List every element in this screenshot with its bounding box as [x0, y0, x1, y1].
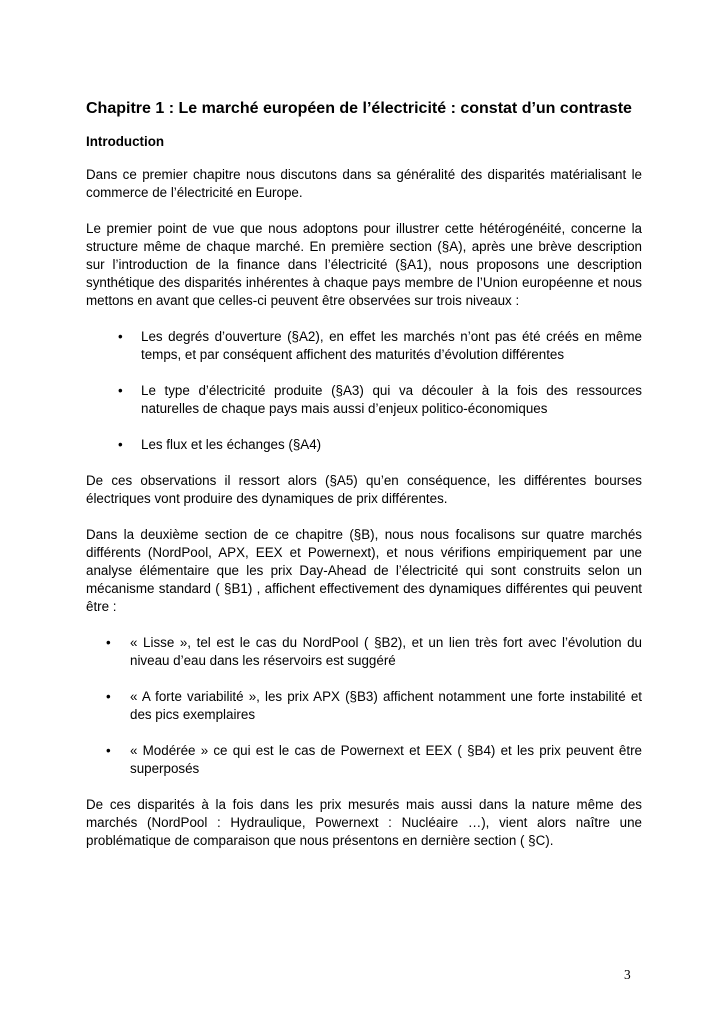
list-item-text: « Modérée » ce qui est le cas de Powernext et EEX ( §B4) et les prix peuvent être superposés — [130, 743, 642, 776]
bullet-icon: • — [106, 689, 111, 704]
list-item — [86, 382, 642, 418]
list-item — [86, 634, 642, 670]
bullet-icon: • — [118, 437, 123, 452]
paragraph-1: Dans ce premier chapitre nous discutons dans sa généralité des disparités matérialisant le commerce de l’électricité en Europe. — [86, 167, 642, 200]
list-item-text: Le type d’électricité produite (§A3) qui va découler à la fois des ressources naturelles de chaque pays mais aussi d’enjeux politico-économiques — [141, 383, 642, 416]
list-item-text: Les degrés d’ouverture (§A2), en effet les marchés n’ont pas été créés en même temps, et par conséquent affichent des maturités d’évolution différentes — [141, 329, 642, 362]
list-item — [86, 742, 642, 778]
paragraph-3: De ces observations il ressort alors (§A5) qu’en conséquence, les différentes bourses électriques vont produire des dynamiques de prix différentes. — [86, 473, 642, 506]
section-heading: Introduction — [86, 134, 165, 149]
list-item — [86, 436, 642, 454]
list-item-text: « A forte variabilité », les prix APX (§B3) affichent notamment une forte instabilité et des pics exemplaires — [130, 689, 642, 722]
list-item — [86, 328, 642, 364]
bullet-icon: • — [106, 635, 111, 650]
list-item-text: Les flux et les échanges (§A4) — [141, 437, 322, 452]
levels-list — [86, 328, 642, 454]
page-number: 3 — [624, 967, 631, 982]
paragraph-4: Dans la deuxième section de ce chapitre (§B), nous nous focalisons sur quatre marchés différents (NordPool, APX, EEX et Powernext), et nous vérifions empiriquement par une analyse élémentaire que les prix Day-Ahead de l’électricité qui sont construits selon un mécanisme standard ( §B1) , affichent effectivement des dynamiques différentes qui peuvent être : — [86, 527, 642, 614]
list-item — [86, 688, 642, 724]
paragraph-5: De ces disparités à la fois dans les prix mesurés mais aussi dans la nature même des marchés (NordPool : Hydraulique, Powernext : Nucléaire …), vient alors naître une problématique de comparaison que nous présentons en dernière section ( §C). — [86, 797, 642, 848]
paragraph-2: Le premier point de vue que nous adoptons pour illustrer cette hétérogénéité, concerne la structure même de chaque marché. En première section (§A), après une brève description sur l’introduction de la finance dans l’électricité (§A1), nous proposons une description synthétique des disparités inhérentes à chaque pays membre de l’Union européenne et nous mettons en avant que celles-ci peuvent être observées sur trois niveaux : — [86, 221, 642, 308]
dynamics-list — [86, 634, 642, 778]
bullet-icon: • — [106, 743, 111, 758]
bullet-icon: • — [118, 383, 123, 398]
document-page — [86, 98, 642, 868]
list-item-text: « Lisse », tel est le cas du NordPool ( §B2), et un lien très fort avec l’évolution du niveau d’eau dans les réservoirs est suggéré — [130, 635, 642, 668]
bullet-icon: • — [118, 329, 123, 344]
chapter-title: Chapitre 1 : Le marché européen de l’électricité : constat d’un contraste — [86, 100, 632, 117]
